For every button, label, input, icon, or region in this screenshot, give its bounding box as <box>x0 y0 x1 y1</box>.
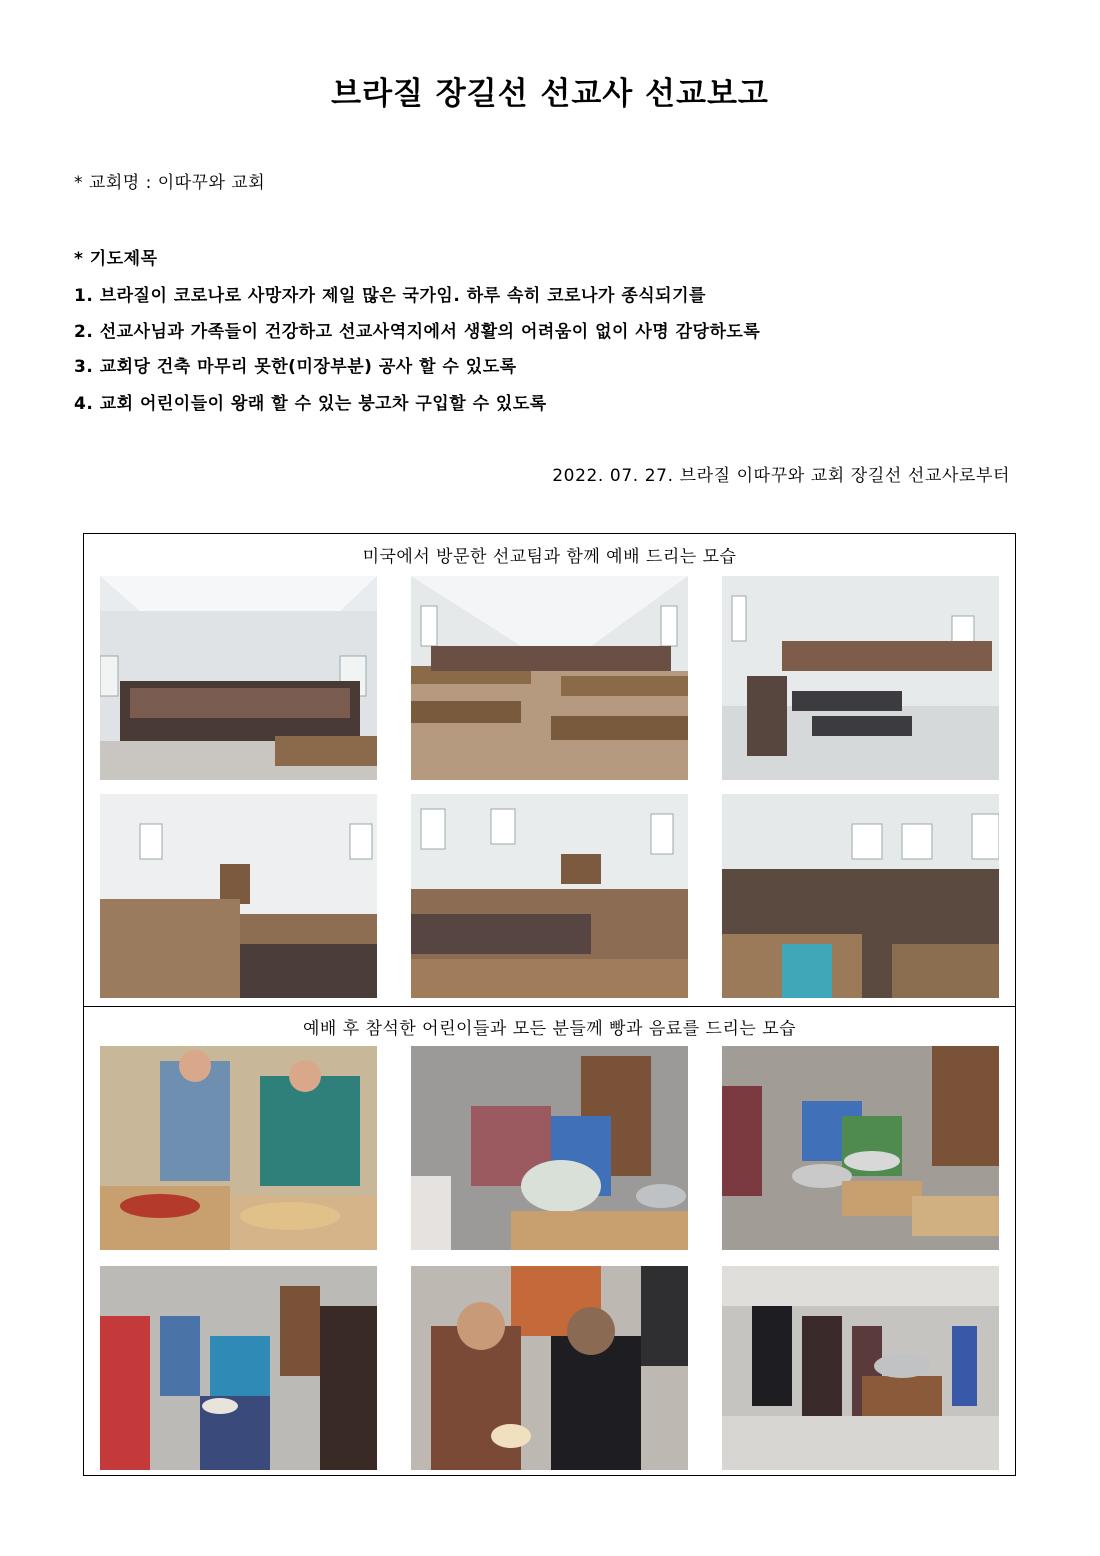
prayer-item-1: 1. 브라질이 코로나로 사망자가 제일 많은 국가임. 하루 속히 코로나가 종식되기를 <box>74 286 706 306</box>
food-photo-6 <box>722 1266 999 1470</box>
prayer-item-3: 3. 교회당 건축 마무리 못한(미장부분) 공사 할 수 있도록 <box>74 357 517 377</box>
worship-photo-3 <box>722 576 999 780</box>
food-photo-2 <box>411 1046 688 1250</box>
prayer-item-2: 2. 선교사님과 가족들이 건강하고 선교사역지에서 생활의 어려움이 없이 사명 감당하도록 <box>74 322 761 342</box>
food-photo-1 <box>100 1046 377 1250</box>
church-name: * 교회명 : 이따꾸와 교회 <box>74 173 266 193</box>
worship-photo-4 <box>100 794 377 998</box>
document-title: 브라질 장길선 선교사 선교보고 <box>331 76 769 112</box>
section-caption-food: 예배 후 참석한 어린이들과 모든 분들께 빵과 음료를 드리는 모습 <box>302 1019 797 1039</box>
photo-table <box>83 533 1016 1476</box>
prayer-heading: * 기도제목 <box>74 249 158 269</box>
section-caption-worship: 미국에서 방문한 선교팀과 함께 예배 드리는 모습 <box>362 547 737 567</box>
food-photo-3 <box>722 1046 999 1250</box>
worship-photo-1 <box>100 576 377 780</box>
date-signature: 2022. 07. 27. 브라질 이따꾸와 교회 장길선 선교사로부터 <box>552 466 1010 486</box>
section-divider <box>84 1006 1015 1007</box>
worship-photo-6 <box>722 794 999 998</box>
worship-photo-2 <box>411 576 688 780</box>
food-photo-4 <box>100 1266 377 1470</box>
food-photo-5 <box>411 1266 688 1470</box>
worship-photo-5 <box>411 794 688 998</box>
prayer-item-4: 4. 교회 어린이들이 왕래 할 수 있는 붕고차 구입할 수 있도록 <box>74 394 547 414</box>
